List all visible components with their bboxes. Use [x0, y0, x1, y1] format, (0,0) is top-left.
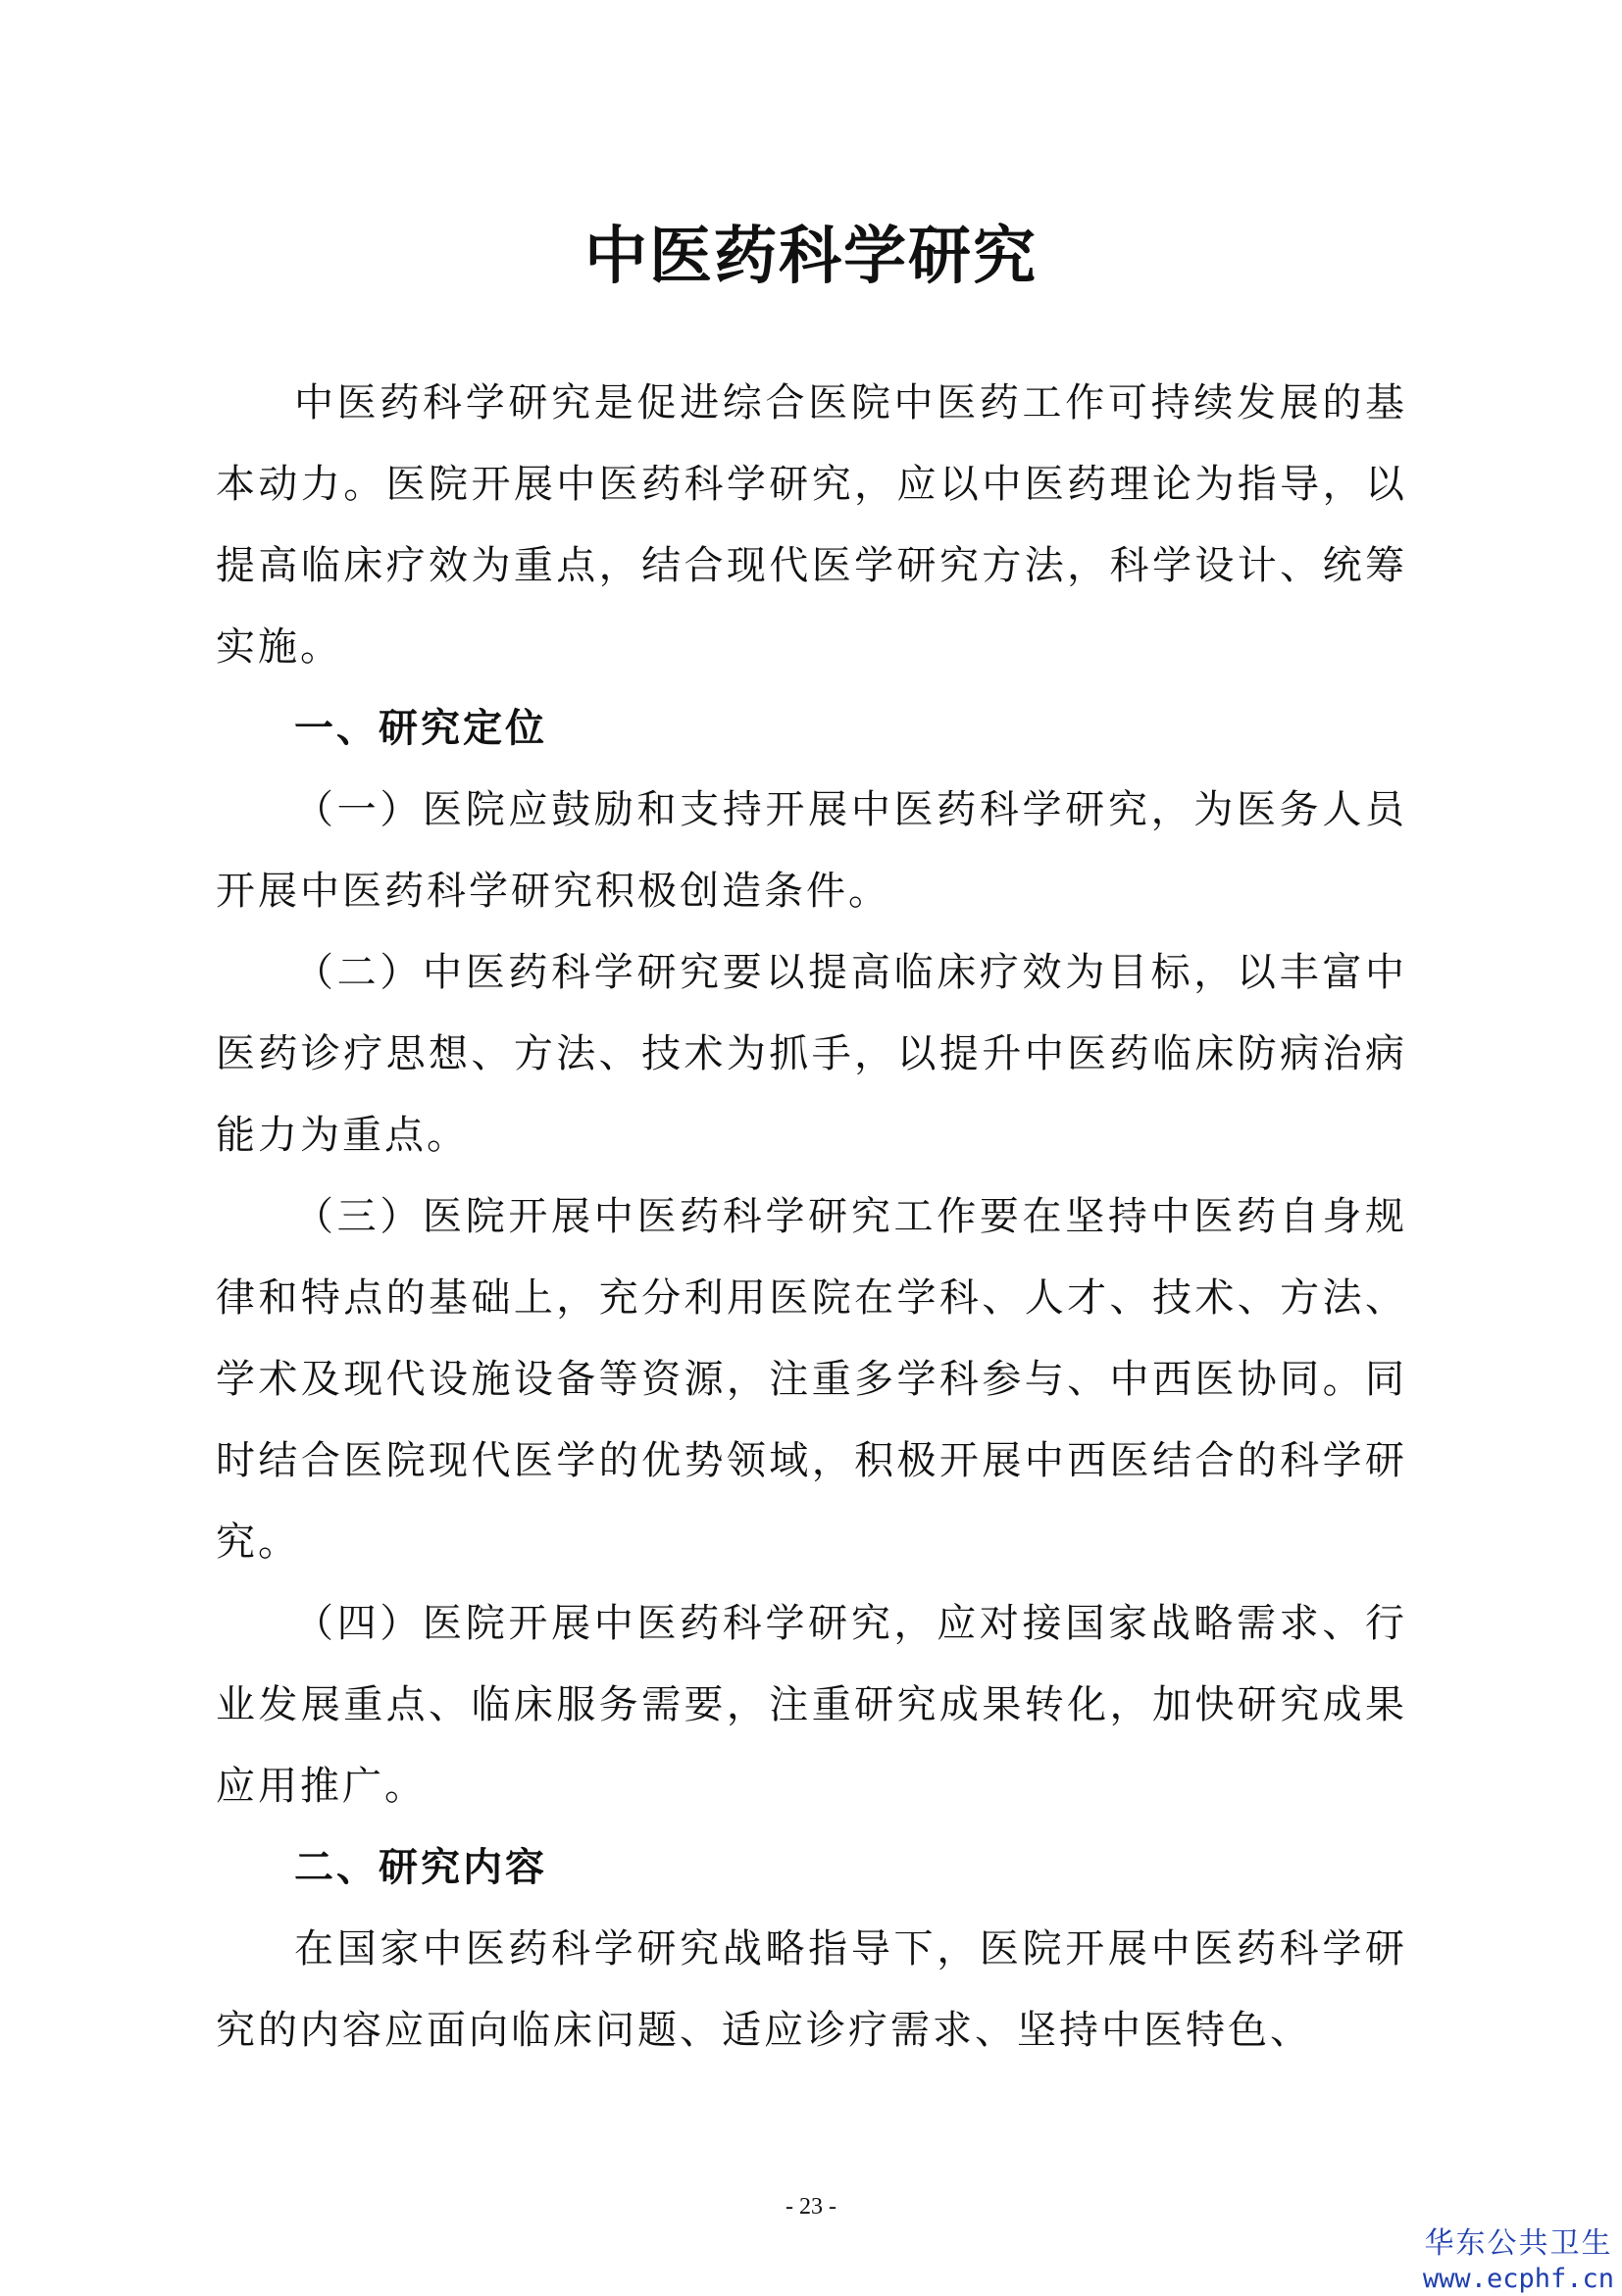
watermark-name: 华东公共卫生: [1424, 2226, 1613, 2261]
section-heading-content: 二、研究内容: [294, 1845, 547, 1890]
paragraph-item-1: （一）医院应鼓励和支持开展中医药科学研究，为医务人员开展中医药科学研究积极创造条件。: [216, 787, 1407, 914]
watermark-url: www.ecphf.cn: [1422, 2264, 1614, 2294]
document-body: [216, 363, 1407, 2071]
section-heading-positioning: 一、研究定位: [294, 706, 547, 751]
paragraph-item-3: （三）医院开展中医药科学研究工作要在坚持中医药自身规律和特点的基础上，充分利用医院在学科、人才、技术、方法、学术及现代设施设备等资源，注重多学科参与、中西医协同。同时结合医院现代医学的优势领域，积极开展中西医结合的科学研究。: [216, 1194, 1407, 1565]
paragraph-item-2: （二）中医药科学研究要以提高临床疗效为目标，以丰富中医药诊疗思想、方法、技术为抓手，以提升中医药临床防病治病能力为重点。: [216, 950, 1407, 1158]
content-paragraph: 在国家中医药科学研究战略指导下，医院开展中医药科学研究的内容应面向临床问题、适应诊疗需求、坚持中医特色、: [216, 1926, 1407, 2053]
watermark: [1423, 2225, 1614, 2296]
page-title: 中医药科学研究: [584, 221, 1038, 293]
page-number: - 23 -: [786, 2194, 836, 2220]
paragraph-item-4: （四）医院开展中医药科学研究，应对接国家战略需求、行业发展重点、临床服务需要，注重研究成果转化，加快研究成果应用推广。: [216, 1601, 1407, 1809]
intro-paragraph: 中医药科学研究是促进综合医院中医药工作可持续发展的基本动力。医院开展中医药科学研究，应以中医药理论为指导，以提高临床疗效为重点，结合现代医学研究方法，科学设计、统筹实施。: [216, 380, 1407, 670]
